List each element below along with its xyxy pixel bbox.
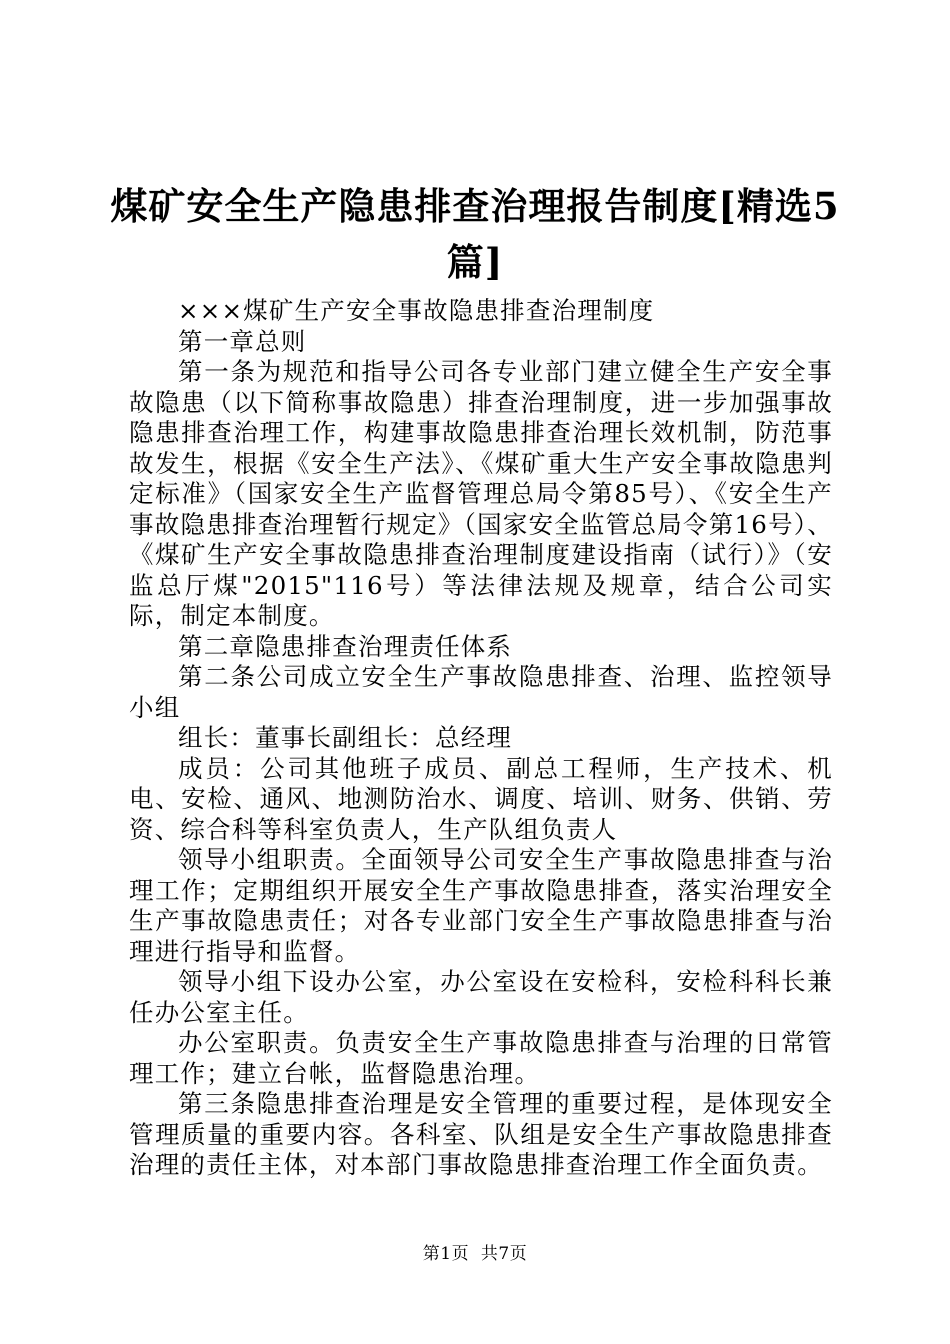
page-number: 第1页 — [422, 1244, 470, 1264]
paragraph: 成员：公司其他班子成员、副总工程师，生产技术、机电、安检、通风、地测防治水、调度、培训、财务、供销、劳资、综合科等科室负责人，生产队组负责人 — [129, 753, 833, 844]
document-body — [129, 296, 833, 1181]
paragraph: 第二条公司成立安全生产事故隐患排查、治理、监控领导小组 — [129, 662, 833, 722]
chapter-heading: 第二章隐患排查治理责任体系 — [178, 631, 513, 661]
document-title: 煤矿安全生产隐患排查治理报告制度[精选5篇] — [110, 184, 840, 284]
paragraph: 组长：董事长副组长：总经理 — [178, 723, 513, 752]
paragraph: 办公室职责。负责安全生产事故隐患排查与治理的日常管理工作；建立台帐，监督隐患治理。 — [129, 1028, 833, 1088]
paragraph: 领导小组职责。全面领导公司安全生产事故隐患排查与治理工作；定期组织开展安全生产事故隐患排查，落实治理安全生产事故隐患责任；对各专业部门安全生产事故隐患排查与治理进行指导和监督。 — [129, 845, 833, 966]
paragraph: 第一条为规范和指导公司各专业部门建立健全生产安全事故隐患（以下简称事故隐患）排查治理制度，进一步加强事故隐患排查治理工作，构建事故隐患排查治理长效机制，防范事故发生，根据《安全生产法》、《煤矿重大生产安全事故隐患判定标准》（国家安全生产监督管理总局令第85号）、《安全生产事故隐患排查治理暂行规定》（国家安全监管总局令第16号）、《煤矿生产安全事故隐患排查治理制度建设指南（试行）》（安监总厅煤"2015"116号）等法律法规及规章，结合公司实际，制定本制度。 — [129, 357, 833, 630]
paragraph: 领导小组下设办公室，办公室设在安检科，安检科科长兼任办公室主任。 — [129, 967, 833, 1027]
section-heading: ×××煤矿生产安全事故隐患排查治理制度 — [178, 296, 655, 325]
page-total: 共7页 — [480, 1244, 528, 1264]
page-footer — [0, 1242, 950, 1266]
chapter-heading: 第一章总则 — [178, 326, 307, 356]
paragraph: 第三条隐患排查治理是安全管理的重要过程，是体现安全管理质量的重要内容。各科室、队组是安全生产事故隐患排查治理的责任主体，对本部门事故隐患排查治理工作全面负责。 — [129, 1089, 833, 1179]
